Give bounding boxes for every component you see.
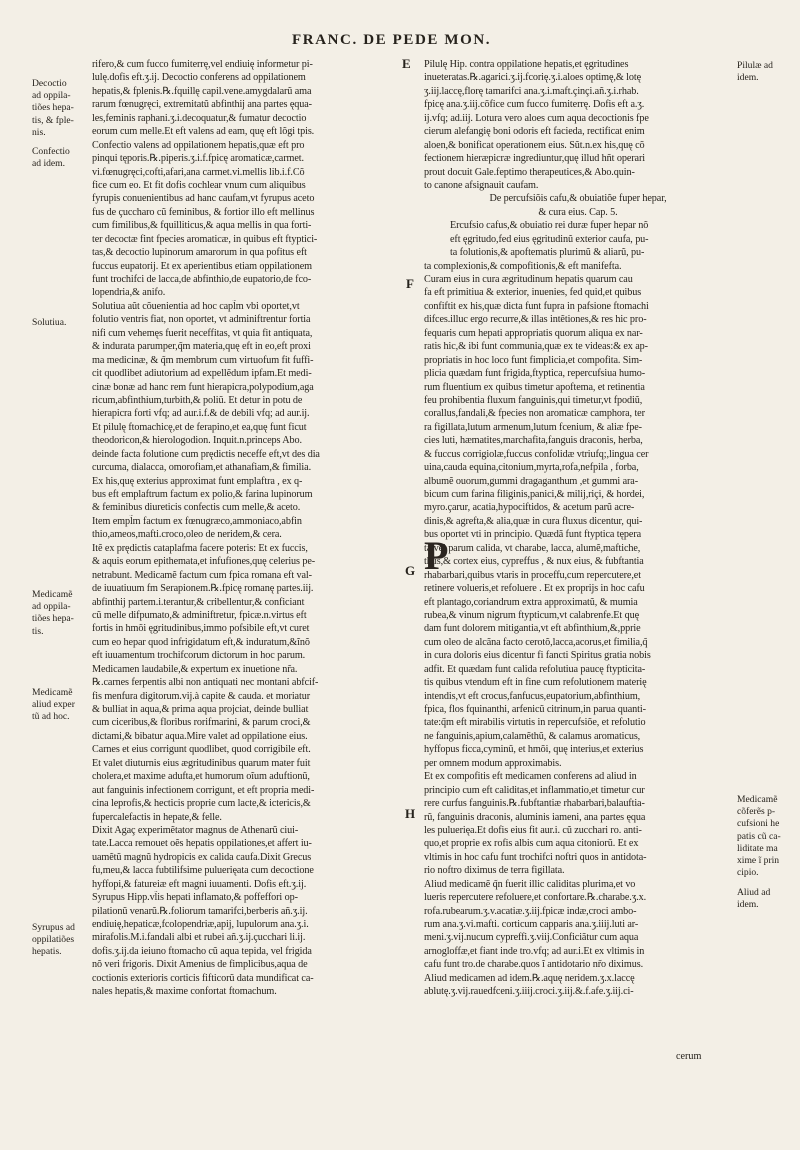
drop-cap-p: P bbox=[424, 533, 449, 578]
text-line: fectionem hieræpicræ ingrediuntur,quę illud hñt operari bbox=[424, 153, 645, 165]
text-line: vltimis in hoc cafu funt trochifci noftri quos in antidota- bbox=[424, 851, 647, 863]
text-line: eorum cum melle.Et eft valens ad eam, quę eft lõgi tpis. bbox=[92, 126, 315, 138]
text-line: lulę.dofis eft.ʒ.ij. Decoctio conferens ad oppilationem bbox=[92, 72, 306, 84]
text-line: cit quodlibet adiutorium ad expellẽdum ipfam.Et medi- bbox=[92, 368, 312, 380]
text-line: folutio ventris fiat, non oportet, vt adminiftrentur fortia bbox=[92, 314, 311, 326]
marginal-line: tũ ad hoc. bbox=[32, 711, 70, 723]
text-line: Curam eius in cura ægritudinum hepatis quarum cau bbox=[424, 274, 633, 285]
text-line: fuccus eupatorij. Et ex aperientibus etiam oppilationem bbox=[92, 260, 312, 272]
text-line: dofis.ʒ.ij.da ieiuno ftomacho cũ aqua tepida, vel frigida bbox=[92, 945, 312, 957]
text-line: fa eft primitiua & exterior, inuenies, fed quid,et quibus bbox=[424, 287, 642, 299]
text-line: meni.ʒ.vij.nucum cypreffi.ʒ.viij.Conficiãtur cum aqua bbox=[424, 932, 639, 944]
text-line: dinis,& agrefta,& alia,quæ in cura fluxus dicentur, qui- bbox=[424, 515, 643, 527]
marginal-note-pilulae bbox=[737, 60, 773, 84]
text-line: dictami,& bibatur aqua.Mire valet ad oppilatione eius. bbox=[92, 730, 308, 742]
text-line: Syrupus Hipp.vl̃is hepati inflamato,& poffeffori op- bbox=[92, 892, 298, 904]
text-line: tate.Lacca remouet oẽs hepatis oppilationes,et affert iu- bbox=[92, 838, 312, 850]
text-line: & bulliat in aqua,& prima aqua projciat, deinde bulliat bbox=[92, 704, 309, 715]
text-line: ne fanguinis,apium,calamẽthũ, & calamus aromaticus, bbox=[424, 730, 641, 742]
text-line: Itẽ ex prędictis cataplafma facere poteris: Et ex fuccis, bbox=[92, 542, 308, 554]
text-line: curcuma, dialacca, omorofiam,et athanafiam,& fimilia. bbox=[92, 462, 312, 474]
text-line: rubea,& vinum nigrum ftypticum,vt calabrenfe.Et quę bbox=[424, 609, 639, 621]
text-line: theodoricon,& hierologodion. Inquit.n.princeps Abo. bbox=[92, 435, 302, 447]
text-line: De percufsiõis cafu,& obuiatiõe fuper hepar, bbox=[489, 193, 667, 205]
text-line: confiftit ex his,quæ dicta funt fupra in pafsione ftomachi bbox=[424, 300, 649, 312]
text-line: nifi cum vehemęs fuerit neceffitas, vt quia fit antiquata, bbox=[92, 327, 313, 339]
text-line: les,feminis raphani.ʒ.i.decoquatur,& fumatur decoctio bbox=[92, 112, 307, 124]
text-line: Ercufsio cafus,& obuiatio rei duræ fuper hepar nõ bbox=[450, 220, 649, 232]
marginal-line: Medicamẽ bbox=[32, 687, 73, 698]
marginal-note-syrupus bbox=[32, 922, 75, 959]
marginal-line: Syrupus ad bbox=[32, 922, 75, 933]
marginal-line: tis, & fple- bbox=[32, 114, 74, 126]
text-line: cierum alefangię boni odoris eft facieda, rectificat enim bbox=[424, 126, 645, 138]
text-line: Et ex compofitis eft medicamen conferens ad aliud in bbox=[424, 771, 637, 783]
text-line: mirafolis.M.i.fandali albi et rubei añ.ʒ.ij.çucchari li.ij. bbox=[92, 932, 306, 944]
text-line: deinde facta folutione cum prędictis neceffe eft,vt des dia bbox=[92, 448, 320, 460]
marginal-line: tis. bbox=[32, 625, 44, 637]
text-line: per omnem modum approximabis. bbox=[424, 757, 562, 769]
text-line: dam funt dolorem mitigantia,vt eft abfinthium,&,pprie bbox=[424, 623, 641, 635]
text-line: hyffopi,& fatureiæ eft magni iuuamenti. Dofis eft.ʒ.ij. bbox=[92, 878, 307, 890]
marginal-note-solutiua bbox=[32, 317, 66, 329]
marginal-line: cipio. bbox=[737, 867, 759, 879]
text-line: thio,ameos,mafti.croco,oleo de neridem,& cera. bbox=[92, 529, 282, 541]
text-line: retinere volueris,et refoluere . Et ex proprijs in hoc cafu bbox=[424, 583, 645, 595]
text-line: to canone afsignauit caufam. bbox=[424, 179, 539, 191]
text-line: albumẽ ouorum,gummi dragaganthum ,et gummi ara- bbox=[424, 475, 638, 487]
text-line: cholera,et maxime adufta,et humorum oĩum aduftionũ, bbox=[92, 771, 310, 783]
marginal-line: Medicamẽ bbox=[737, 794, 778, 805]
text-line: fis menfura digitorum.vij.à capite & cauda. et moriatur bbox=[92, 690, 310, 702]
marginal-line: Solutiua. bbox=[32, 317, 67, 328]
text-line: nales hepatis,& maxime confortat ftomachum. bbox=[92, 986, 277, 998]
text-line: eft ęgritudo,fed eius ęgritudinũ exterior caufa, pu- bbox=[450, 233, 649, 245]
text-line: rofa.rubearum.ʒ.v.acatiæ.ʒ.iij.fpicæ indæ,croci ambo- bbox=[424, 905, 637, 917]
text-line: rere curfus fanguinis.℞.fubftantiæ rhabarbari,balauftia- bbox=[424, 798, 645, 810]
section-letter-h: H bbox=[405, 806, 416, 821]
text-line: cum ciceribus,& floribus rorifmarini, & parum croci,& bbox=[92, 717, 311, 729]
text-line: & fuccus corrigiolæ,fuccus confolidæ vtriufq;,lingua cer bbox=[424, 448, 649, 460]
marginal-line: tiões hepa- bbox=[32, 102, 74, 114]
text-line: netrabunt. Medicamẽ factum cum fpica romana eft val- bbox=[92, 569, 312, 581]
text-line: fortis in hmõi ęgritudinibus,immo pofsibile eft,vt curet bbox=[92, 623, 310, 635]
text-line: coctionis exterioris corticis fifticorũ data mundificat ca- bbox=[92, 972, 314, 984]
text-line: aut fanguinis infectionem corrigunt, et eft propria medi- bbox=[92, 784, 315, 796]
text-line: endiuię,hepaticæ,fcolopendriæ,apij, lupulorum ana.ʒ.i. bbox=[92, 919, 309, 930]
text-line: ta,vel parum calida, vt charabe, lacca, alumẽ,maftiche, bbox=[424, 542, 641, 554]
text-line: ter decoctæ fint fpecies aromaticæ, in quibus eft ftyptici- bbox=[92, 233, 318, 245]
marginal-line: cõferẽs p- bbox=[737, 806, 776, 818]
text-line: eft iuuamentum trochifcorum dictorum in hoc parum. bbox=[92, 650, 306, 662]
marginal-line: hepatis. bbox=[32, 946, 62, 958]
text-line: Aliud medicamẽ q̃n fuerit illic caliditas plurima,et vo bbox=[424, 878, 636, 890]
text-line: rarum fœnugręci, extremitatũ abfinthij ana partes ęqua- bbox=[92, 99, 312, 111]
text-line: les puluerięa.Et dofis eius fit aur.i. cũ zucchari ro. anti- bbox=[424, 824, 642, 836]
text-line: inueteratas.℞.agarici.ʒ.ij.fcorię.ʒ.i.aloes optimę,& lotę bbox=[424, 72, 641, 84]
text-line: uamẽtũ magnũ hydropicis ex calida caufa.Dixit Grecus bbox=[92, 851, 312, 863]
text-line: cum fimilibus,& fquilliticus,& aqua mellis in qua forti- bbox=[92, 220, 312, 232]
text-line: difces.illuc ergo recurre,& illas intẽtiones,& res hic pro- bbox=[424, 314, 647, 326]
text-line: plicia quædam funt frigida,ftyptica, repercufsiua humo- bbox=[424, 368, 646, 380]
text-line: ʒ.iij.laccę,florę tamarifci ana.ʒ.i.maft.çinçi.añ.ʒ.i.rhab. bbox=[424, 85, 639, 97]
text-line: Et valet diuturnis eius ægritudinibus quarum mater fuit bbox=[92, 757, 311, 769]
text-line: cina leprofis,& hecticis proprie cum lacte,& ictericis,& bbox=[92, 798, 311, 810]
text-line: ra figillata,lutum armenum,lutum fcenium, & aliæ fpe- bbox=[424, 421, 642, 433]
text-line: hierapicra forti vfq; ad aur.i.f.& de debili vfq; ad aur.ij. bbox=[92, 408, 310, 420]
text-line: rum fluentium ex quibus timetur apoftema, et retinentia bbox=[424, 381, 645, 393]
text-line: ta folutionis,& apoftematis plurimũ & aliarũ, pu- bbox=[450, 247, 645, 259]
left-text-column bbox=[92, 58, 397, 999]
marginal-line: aliud exper bbox=[32, 699, 75, 711]
text-line: fequaris cum hepati appropriatis quorum aliqua ex nar- bbox=[424, 327, 643, 339]
section-letter-f: F bbox=[406, 276, 414, 291]
text-line: quo,et proprie ex rofis albis cum aqua citoniorũ. Et ex bbox=[424, 838, 639, 850]
marginal-line: idem. bbox=[737, 72, 759, 84]
text-line: rifero,& cum fucco fumiterrę,vel endiuię informetur pi- bbox=[92, 59, 313, 70]
text-line: fus de çuccharo cũ feminibus, & fortior illo eft mellinus bbox=[92, 206, 315, 218]
marginal-line: ad oppila- bbox=[32, 601, 71, 613]
marginal-line: idem. bbox=[737, 899, 759, 911]
marginal-note-confectio bbox=[32, 146, 70, 170]
text-line: funt trochifci de lacca,de abfinthio,de eupatorio,de fco- bbox=[92, 274, 312, 285]
marginal-line: liditate ma bbox=[737, 842, 778, 854]
text-line: adfit. Et quædam funt calida refolutiua paucę ftypticita- bbox=[424, 663, 646, 675]
text-line: & cura eius. Cap. 5. bbox=[538, 206, 618, 218]
catchword: cerum bbox=[676, 1051, 702, 1062]
right-text-column bbox=[424, 58, 732, 999]
text-line: tis quibus vtendum eft in fine cum refolutionem materię bbox=[424, 677, 647, 689]
text-line: vi.fœnugręci,cofti,afari,ana carmet.vi.mellis lib.i.f.Cõ bbox=[92, 166, 305, 178]
text-line: Et pilulę ftomachicę,et de ferapino,et ea,quę funt ficut bbox=[92, 421, 307, 433]
text-line: Solutiua aũt cõuenientia ad hoc capl̃m vbi oportet,vt bbox=[92, 300, 300, 312]
text-line: fupercalefactis in hepate,& felle. bbox=[92, 811, 222, 823]
text-line: Dixit Agaç experimẽtator magnus de Athenarũ ciui- bbox=[92, 824, 299, 836]
marginal-line: Aliud ad bbox=[737, 887, 771, 898]
text-line: ℞.carnes ferpentis albi non antiquati nec montani abfcif- bbox=[92, 677, 319, 689]
text-line: rum ana.ʒ.vi.mafti. corticum capparis ana.ʒ.iiij.luti ar- bbox=[424, 919, 639, 930]
text-line: uina,cauda equina,citonium,myrta,rofa,nefpila , forba, bbox=[424, 462, 639, 474]
text-line: lueris repercutere refoluere,et confortare.℞.charabe.ʒ.x. bbox=[424, 892, 647, 904]
text-line: & aquis eorum epithemata,et infufiones,quę celerius pe- bbox=[92, 556, 316, 568]
text-line: Confectio valens ad oppilationem hepatis,quæ eft pro bbox=[92, 139, 305, 151]
text-line: arnogloffæ,et fiant inde tro.vfq; ad aur.i.Et ex vltimis in bbox=[424, 945, 645, 957]
text-line: hepatis,& fplenis.℞.fquillę capil.vene.amygdalarũ ama bbox=[92, 85, 312, 97]
marginal-note-decoctio bbox=[32, 78, 74, 139]
text-line: fice cum eo. Et fit dofis cochlear vnum cum aliquibus bbox=[92, 179, 306, 191]
text-line: pilationũ venarũ.℞.foliorum tamarifci,berberis añ.ʒ.ij. bbox=[92, 905, 308, 917]
text-line: bus eft emplaftrum factum ex polio,& farina lupinorum bbox=[92, 489, 313, 500]
text-line: de iuuatiuum fm Serapionem.℞.fpicę romanę partes.iij. bbox=[92, 583, 314, 595]
marginal-line: ad idem. bbox=[32, 158, 66, 170]
text-line: fpica, flos fquinanthi, arfenicũ citrinum,in parua quanti- bbox=[424, 704, 646, 715]
text-line: fu,meu,& lacca fubtilifsime puluerięata cum decoctione bbox=[92, 865, 314, 877]
text-line: ij.vfq; ad.iij. Lotura vero aloes cum aqua decoctionis fpe bbox=[424, 112, 649, 124]
text-line: bus oportet vti in principio. Quædã funt ftyptica tępera bbox=[424, 529, 642, 541]
text-line: rũ, fanguinis draconis, aluminis iameni, ana partes ęqua bbox=[424, 811, 646, 823]
marginal-note-medicamen bbox=[32, 589, 74, 638]
marginal-line: ad oppila- bbox=[32, 90, 71, 102]
text-line: intendis,vt eft crocus,fanfucus,eupatorium,abfinthium, bbox=[424, 690, 641, 702]
text-line: bicum cum farina filiginis,panici,& milij,riçi, & hordei, bbox=[424, 489, 645, 500]
text-line: fpicę ana.ʒ.iij.cõfice cum fucco fumiterrę. Dofis eft a.ʒ. bbox=[424, 99, 645, 111]
marginal-line: tiões hepa- bbox=[32, 613, 74, 625]
text-line: cafu funt tro.de charabe.quos ĩ antidotario nr̃o diximus. bbox=[424, 959, 644, 971]
text-line: ratis hic,& ibi funt communia,quæ ex te videas:& ex ap- bbox=[424, 341, 648, 353]
text-line: ablutę.ʒ.vij.rauedfceni.ʒ.iiij.croci.ʒ.iij.&.f.afe.ʒ.iij.ci- bbox=[424, 986, 634, 998]
text-line: pinqui tęporis.℞.piperis.ʒ.i.f.fpicę aromaticæ,carmet. bbox=[92, 153, 304, 165]
section-letter-g: G bbox=[405, 563, 416, 578]
text-line: & indurata parumper,q̃m materia,quę eft in eo,eft proxi bbox=[92, 341, 311, 353]
marginal-line: Medicamẽ bbox=[32, 589, 73, 600]
text-line: propriatis in hoc loco funt fimplicia,et compofita. Sim- bbox=[424, 354, 643, 366]
text-line: & feminibus diureticis confectis cum melle,& aceto. bbox=[92, 502, 301, 514]
text-line: in cura doloris eius dicentur fi fancti Spiritus gratia nobis bbox=[424, 650, 651, 662]
text-line: myro.çarur, acatia,hypociftidos, & acetum parũ acre- bbox=[424, 502, 635, 514]
text-line: eft plantago,coriandrum extra approximatũ, & mumia bbox=[424, 596, 638, 608]
text-line: ta complexionis,& compofitionis,& eft manifefta. bbox=[424, 260, 622, 272]
marginal-line: Pilulæ ad bbox=[737, 60, 773, 71]
marginal-note-medicamen-conferens bbox=[737, 794, 781, 879]
text-line: cum eo hepar quod infrigidatum eft,& induratum,&ĩnõ bbox=[92, 636, 310, 648]
marginal-line: xime ĩ prin bbox=[737, 855, 780, 867]
text-line: corallus,fandali,& fpecies non aromaticæ camphora, ter bbox=[424, 408, 645, 420]
text-line: cies luti, hæmatites,marchafita,fanguis draconis, herba, bbox=[424, 435, 643, 447]
marginal-line: oppilatiões bbox=[32, 934, 75, 946]
text-line: cum oleo de alcãna facto cerotõ,lacca,acorus,et fimilia,q̃ bbox=[424, 636, 648, 648]
text-line: rhabarbari,quibus vtaris in proceffu,cum repercutere,et bbox=[424, 569, 641, 581]
text-line: ma medicinæ, & q̃m membrum cum virtuofum fit fuffi- bbox=[92, 354, 314, 366]
text-line: rio noftro diximus de terra figillata. bbox=[424, 865, 565, 877]
marginal-line: cufsioni he bbox=[737, 818, 780, 830]
text-line: aloen,& bonificat operationem eius. Sũt.n.ex his,quę cõ bbox=[424, 139, 645, 151]
text-line: prout docuit Gale.feptimo therapeutices,& Abo.quin- bbox=[424, 166, 635, 178]
text-line: ricum,abfinthium,turbith,& poliũ. Et detur in potu de bbox=[92, 394, 303, 406]
marginal-line: Decoctio bbox=[32, 78, 67, 89]
marginal-note-medicamen-aliud bbox=[32, 687, 75, 724]
running-head: FRANC. DE PEDE MON. bbox=[292, 32, 492, 48]
marginal-line: patis cũ ca- bbox=[737, 830, 781, 842]
text-line: tate:q̃m eft mirabilis virtutis in repercufsiõe, et refolutio bbox=[424, 717, 646, 729]
marginal-note-aliud bbox=[737, 887, 770, 911]
text-line: fyrupis conuenientibus ad hanc caufam,vt fyrupus aceto bbox=[92, 193, 315, 205]
text-line: Item empl̃m factum ex fœnugræco,ammoniaco,abfin bbox=[92, 515, 302, 527]
text-line: Carnes et eius corrigunt quodlibet, quod corrigibile eft. bbox=[92, 744, 311, 756]
text-line: Aliud medicamen ad idem.℞.aquę neridem.ʒ.x.laccę bbox=[424, 972, 635, 984]
text-line: Pilulę Hip. contra oppilatione hepatis,et ęgritudines bbox=[424, 59, 629, 70]
text-line: cinæ bonæ ad hanc rem funt hierapicra,polypodium,aga bbox=[92, 381, 314, 393]
section-letter-e: E bbox=[402, 56, 411, 71]
text-line: principio cum eft caliditas,et inflammatio,et timetur cur bbox=[424, 784, 645, 796]
text-line: thus,& cortex eius, cypreffus , & nux eius, & fubftantia bbox=[424, 556, 644, 568]
text-line: feu prohibentia fluxum fanguinis,qui timetur,vt fpodiũ, bbox=[424, 394, 643, 406]
text-line: nõ veri frigoris. Dixit Amenius de fimplicibus,aqua de bbox=[92, 959, 308, 971]
text-line: Medicamen laudabile,& expertum ex inuetione nr̃a. bbox=[92, 663, 298, 675]
text-line: cũ melle difpumato,& adminiftretur, fpicæ.n.virtus eft bbox=[92, 609, 307, 621]
text-line: abfinthij partem.i.terantur,& cribellentur,& conficiant bbox=[92, 596, 305, 608]
text-line: lopendria,& anifo. bbox=[92, 287, 166, 299]
text-line: tas,& decoctio lupinorum amarorum in qua pofitus eft bbox=[92, 247, 307, 259]
text-line: Ex his,quę exterius approximat funt emplaftra , ex q- bbox=[92, 475, 303, 487]
marginal-line: Confectio bbox=[32, 146, 70, 157]
text-line: hyffopus ficca,cyminũ, et hmõi, quę interius,et exterius bbox=[424, 744, 644, 756]
marginal-line: nis. bbox=[32, 126, 46, 138]
